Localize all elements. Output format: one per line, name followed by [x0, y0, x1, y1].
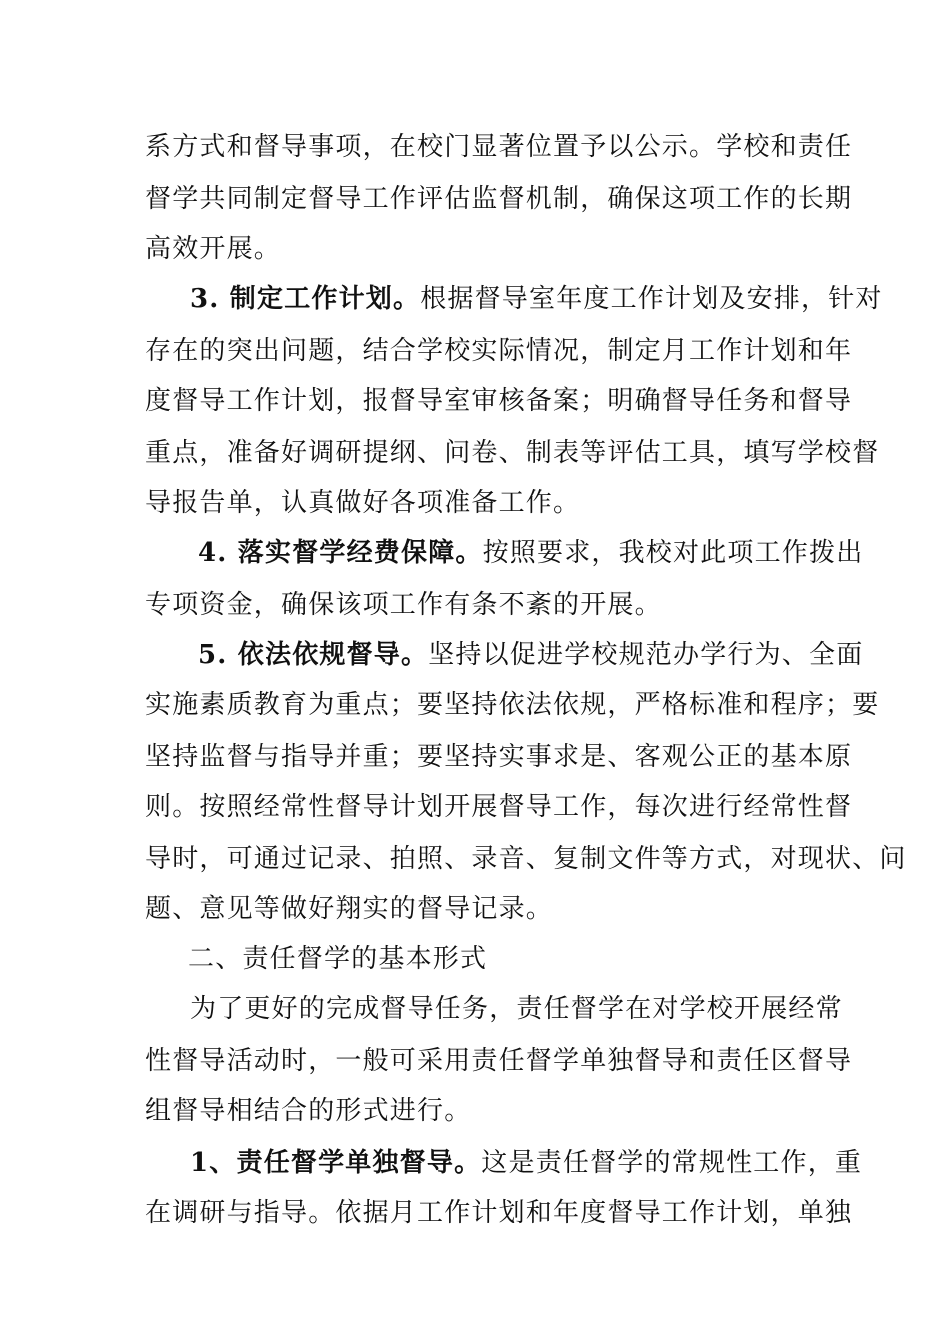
section-heading: 二、责任督学的基本形式 [188, 944, 488, 974]
paragraph-line: 督学共同制定督导工作评估监督机制，确保这项工作的长期 [145, 184, 853, 214]
paragraph-line: 系方式和督导事项，在校门显著位置予以公示。学校和责任 [145, 132, 853, 162]
paragraph-line: 度督导工作计划，报督导室审核备案；明确督导任务和督导 [145, 386, 853, 416]
section-4-title: 4. 落实督学经费保障。 [198, 538, 483, 568]
paragraph-line: 坚持监督与指导并重；要坚持实事求是、客观公正的基本原 [145, 742, 853, 772]
paragraph-line: 在调研与指导。依据月工作计划和年度督导工作计划，单独 [145, 1198, 853, 1228]
section-3-heading-line: 3. 制定工作计划。根据督导室年度工作计划及安排，针对 [190, 284, 883, 314]
paragraph-line: 则。按照经常性督导计划开展督导工作，每次进行经常性督 [145, 792, 853, 822]
subsection-1-heading-line: 1、责任督学单独督导。这是责任督学的常规性工作，重 [190, 1148, 863, 1178]
paragraph-line: 实施素质教育为重点；要坚持依法依规，严格标准和程序；要 [145, 690, 880, 720]
paragraph-line: 专项资金，确保该项工作有条不紊的开展。 [145, 590, 662, 620]
section-5-title: 5. 依法依规督导。 [198, 640, 429, 670]
paragraph-line: 性督导活动时，一般可采用责任督学单独督导和责任区督导 [145, 1046, 853, 1076]
section-4-heading-line: 4. 落实督学经费保障。按照要求，我校对此项工作拨出 [198, 538, 864, 568]
paragraph-line: 存在的突出问题，结合学校实际情况，制定月工作计划和年 [145, 336, 853, 366]
section-5-heading-line: 5. 依法依规督导。坚持以促进学校规范办学行为、全面 [198, 640, 864, 670]
section-3-title: 3. 制定工作计划。 [190, 284, 421, 314]
paragraph-line: 题、意见等做好翔实的督导记录。 [145, 894, 554, 924]
paragraph-line: 高效开展。 [145, 234, 282, 264]
subsection-1-title: 1、责任督学单独督导。 [190, 1148, 482, 1178]
paragraph-line: 组督导相结合的形式进行。 [145, 1096, 472, 1126]
paragraph-line: 导报告单，认真做好各项准备工作。 [145, 488, 581, 518]
paragraph-line: 为了更好的完成督导任务，责任督学在对学校开展经常 [190, 994, 843, 1024]
paragraph-line: 重点，准备好调研提纲、问卷、制表等评估工具，填写学校督 [145, 438, 880, 468]
paragraph-line: 导时，可通过记录、拍照、录音、复制文件等方式，对现状、问 [145, 844, 907, 874]
